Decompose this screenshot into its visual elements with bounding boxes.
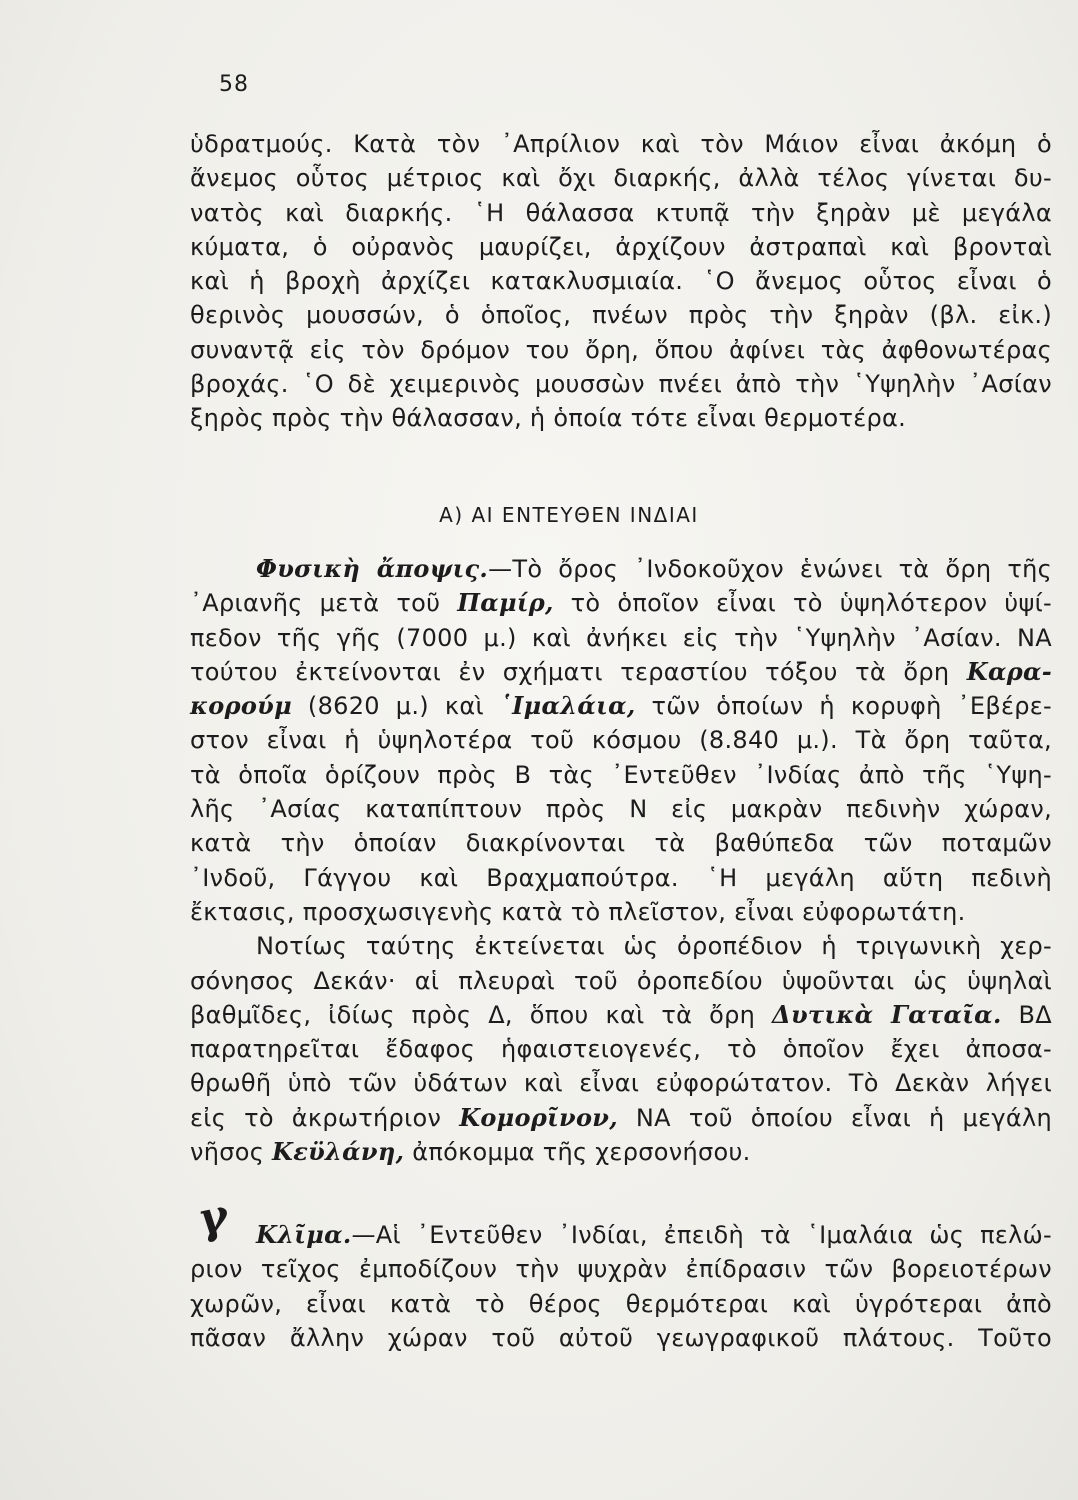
text-line: παρατηρεῖται ἔδαφος ἡφαιστειογενές, τὸ ὁποῖον ἔχει ἀποσα- [190, 1035, 1052, 1064]
subheading-physical-view: Φυσικὴ ἄποψις. [256, 554, 489, 583]
text-line: Κλῖμα.—Αἱ ᾽Εντεῦθεν ᾽Ινδίαι, ἐπειδὴ τὰ ῾Ιμαλάια ὡς πελώ- [256, 1220, 1052, 1249]
text-line: καὶ ἡ βροχὴ ἀρχίζει κατακλυσμιαία. ῾Ο ἄνεμος οὗτος εἶναι ὁ [190, 267, 1052, 296]
place-comorin: Κομορῖνον, [459, 1102, 618, 1132]
text-line: τούτου ἐκτείνονται ἐν σχήματι τεραστίου τόξου τὰ ὄρη Καρα- [190, 656, 1052, 686]
handwritten-margin-mark: γ [193, 1189, 233, 1246]
text-line: Φυσικὴ ἄποψις.—Τὸ ὄρος ᾽Ινδοκοῦχον ἑνώνει τὰ ὄρη τῆς [256, 554, 1052, 583]
text-line: ἔκτασις, προσχωσιγενὴς κατὰ τὸ πλεῖστον, εἶναι εὐφορωτάτη. [190, 897, 966, 926]
text-line: ᾽Αριανῆς μετὰ τοῦ Παμίρ, τὸ ὁποῖον εἶναι τὸ ὑψηλότερον ὑψί- [190, 588, 1052, 618]
text-line: εἰς τὸ ἀκρωτήριον Κομορῖνον, ΝΑ τοῦ ὁποίου εἶναι ἡ μεγάλη [190, 1102, 1052, 1132]
text-line: ξηρὸς πρὸς τὴν θάλασσαν, ἡ ὁποία τότε εἶναι θερμοτέρα. [190, 404, 907, 433]
text-line: ἄνεμος οὗτος μέτριος καὶ ὄχι διαρκής, ἀλλὰ τέλος γίνεται δυ- [190, 164, 1052, 193]
text-line: σόνησος Δεκάν· αἱ πλευραὶ τοῦ ὀροπεδίου ὑψοῦνται ὡς ὑψηλαὶ [190, 966, 1052, 995]
text-line: κατὰ τὴν ὁποίαν διακρίνονται τὰ βαθύπεδα τῶν ποταμῶν [190, 829, 1052, 858]
text-line: θρωθῆ ὑπὸ τῶν ὑδάτων καὶ εἶναι εὐφορώτατον. Τὸ Δεκὰν λήγει [190, 1069, 1052, 1098]
place-western-ghats: Δυτικὰ Γαταῖα. [772, 999, 1002, 1029]
text-line: κύματα, ὁ οὐρανὸς μαυρίζει, ἀρχίζουν ἀστραπαὶ καὶ βρονταὶ [190, 232, 1052, 261]
text-line: βροχάς. ῾Ο δὲ χειμερινὸς μουσσὼν πνέει ἀπὸ τὴν ῾Υψηλὴν ᾽Ασίαν [190, 370, 1052, 399]
text-line: κορούμ (8620 μ.) καὶ ῾Ιμαλάια, τῶν ὁποίων ἡ κορυφὴ ᾽Εβέρε- [190, 691, 1052, 721]
place-ceylon: Κεϋλάνη, [272, 1137, 405, 1167]
text-line: χωρῶν, εἶναι κατὰ τὸ θέρος θερμότεραι καὶ ὑγρότεραι ἀπὸ [190, 1289, 1052, 1318]
page-number: 58 [219, 72, 249, 97]
place-pamir: Παμίρ, [457, 588, 554, 618]
place-karakoram: Καρα- [966, 656, 1052, 686]
section-heading: Α) ΑΙ ΕΝΤΕΥΘΕΝ ΙΝΔΙΑΙ [439, 503, 699, 527]
text-line: πεδον τῆς γῆς (7000 μ.) καὶ ἀνήκει εἰς τὴν ῾Υψηλὴν ᾽Ασίαν. ΝΑ [190, 623, 1052, 652]
text-line: στον εἶναι ἡ ὑψηλοτέρα τοῦ κόσμου (8.840 μ.). Τὰ ὄρη ταῦτα, [190, 726, 1052, 755]
text-line: νῆσος Κεϋλάνη, ἀπόκομμα τῆς χερσονήσου. [190, 1137, 751, 1167]
text-line: ᾽Ινδοῦ, Γάγγου καὶ Βραχμαπούτρα. ῾Η μεγάλη αὕτη πεδινὴ [190, 863, 1052, 892]
text-line: τὰ ὁποῖα ὁρίζουν πρὸς Β τὰς ᾽Εντεῦθεν ᾽Ινδίας ἀπὸ τῆς ῾Υψη- [190, 760, 1052, 789]
paragraph-monsoon [190, 127, 1052, 436]
text-line: πᾶσαν ἄλλην χώραν τοῦ αὐτοῦ γεωγραφικοῦ πλάτους. Τοῦτο [190, 1323, 1052, 1352]
text-line: νατὸς καὶ διαρκής. ῾Η θάλασσα κτυπᾷ τὴν ξηρὰν μὲ μεγάλα [190, 198, 1052, 227]
place-himalaya: ῾Ιμαλάια, [499, 691, 636, 721]
subheading-climate: Κλῖμα. [256, 1220, 352, 1249]
text-line: ὑδρατμούς. Κατὰ τὸν ᾽Απρίλιον καὶ τὸν Μάιον εἶναι ἀκόμη ὁ [190, 130, 1052, 158]
paragraph-climate [190, 1218, 1052, 1355]
paragraph-physical-view [190, 552, 1052, 1169]
text-line: θερινὸς μουσσών, ὁ ὁποῖος, πνέων πρὸς τὴν ξηρὰν (βλ. εἰκ.) [190, 301, 1052, 330]
text-line: ριον τεῖχος ἐμποδίζουν τὴν ψυχρὰν ἐπίδρασιν τῶν βορειοτέρων [190, 1255, 1052, 1284]
text-line: λῆς ᾽Ασίας καταπίπτουν πρὸς Ν εἰς μακρὰν πεδινὴν χώραν, [190, 795, 1052, 824]
text-line: βαθμῖδες, ἰδίως πρὸς Δ, ὅπου καὶ τὰ ὄρη Δυτικὰ Γαταῖα. ΒΔ [190, 999, 1052, 1029]
text-line: Νοτίως ταύτης ἐκτείνεται ὡς ὀροπέδιον ἡ τριγωνικὴ χερ- [256, 932, 1052, 961]
text-line: συναντᾷ εἰς τὸν δρόμον του ὄρη, ὅπου ἀφίνει τὰς ἀφθονωτέρας [190, 335, 1052, 364]
